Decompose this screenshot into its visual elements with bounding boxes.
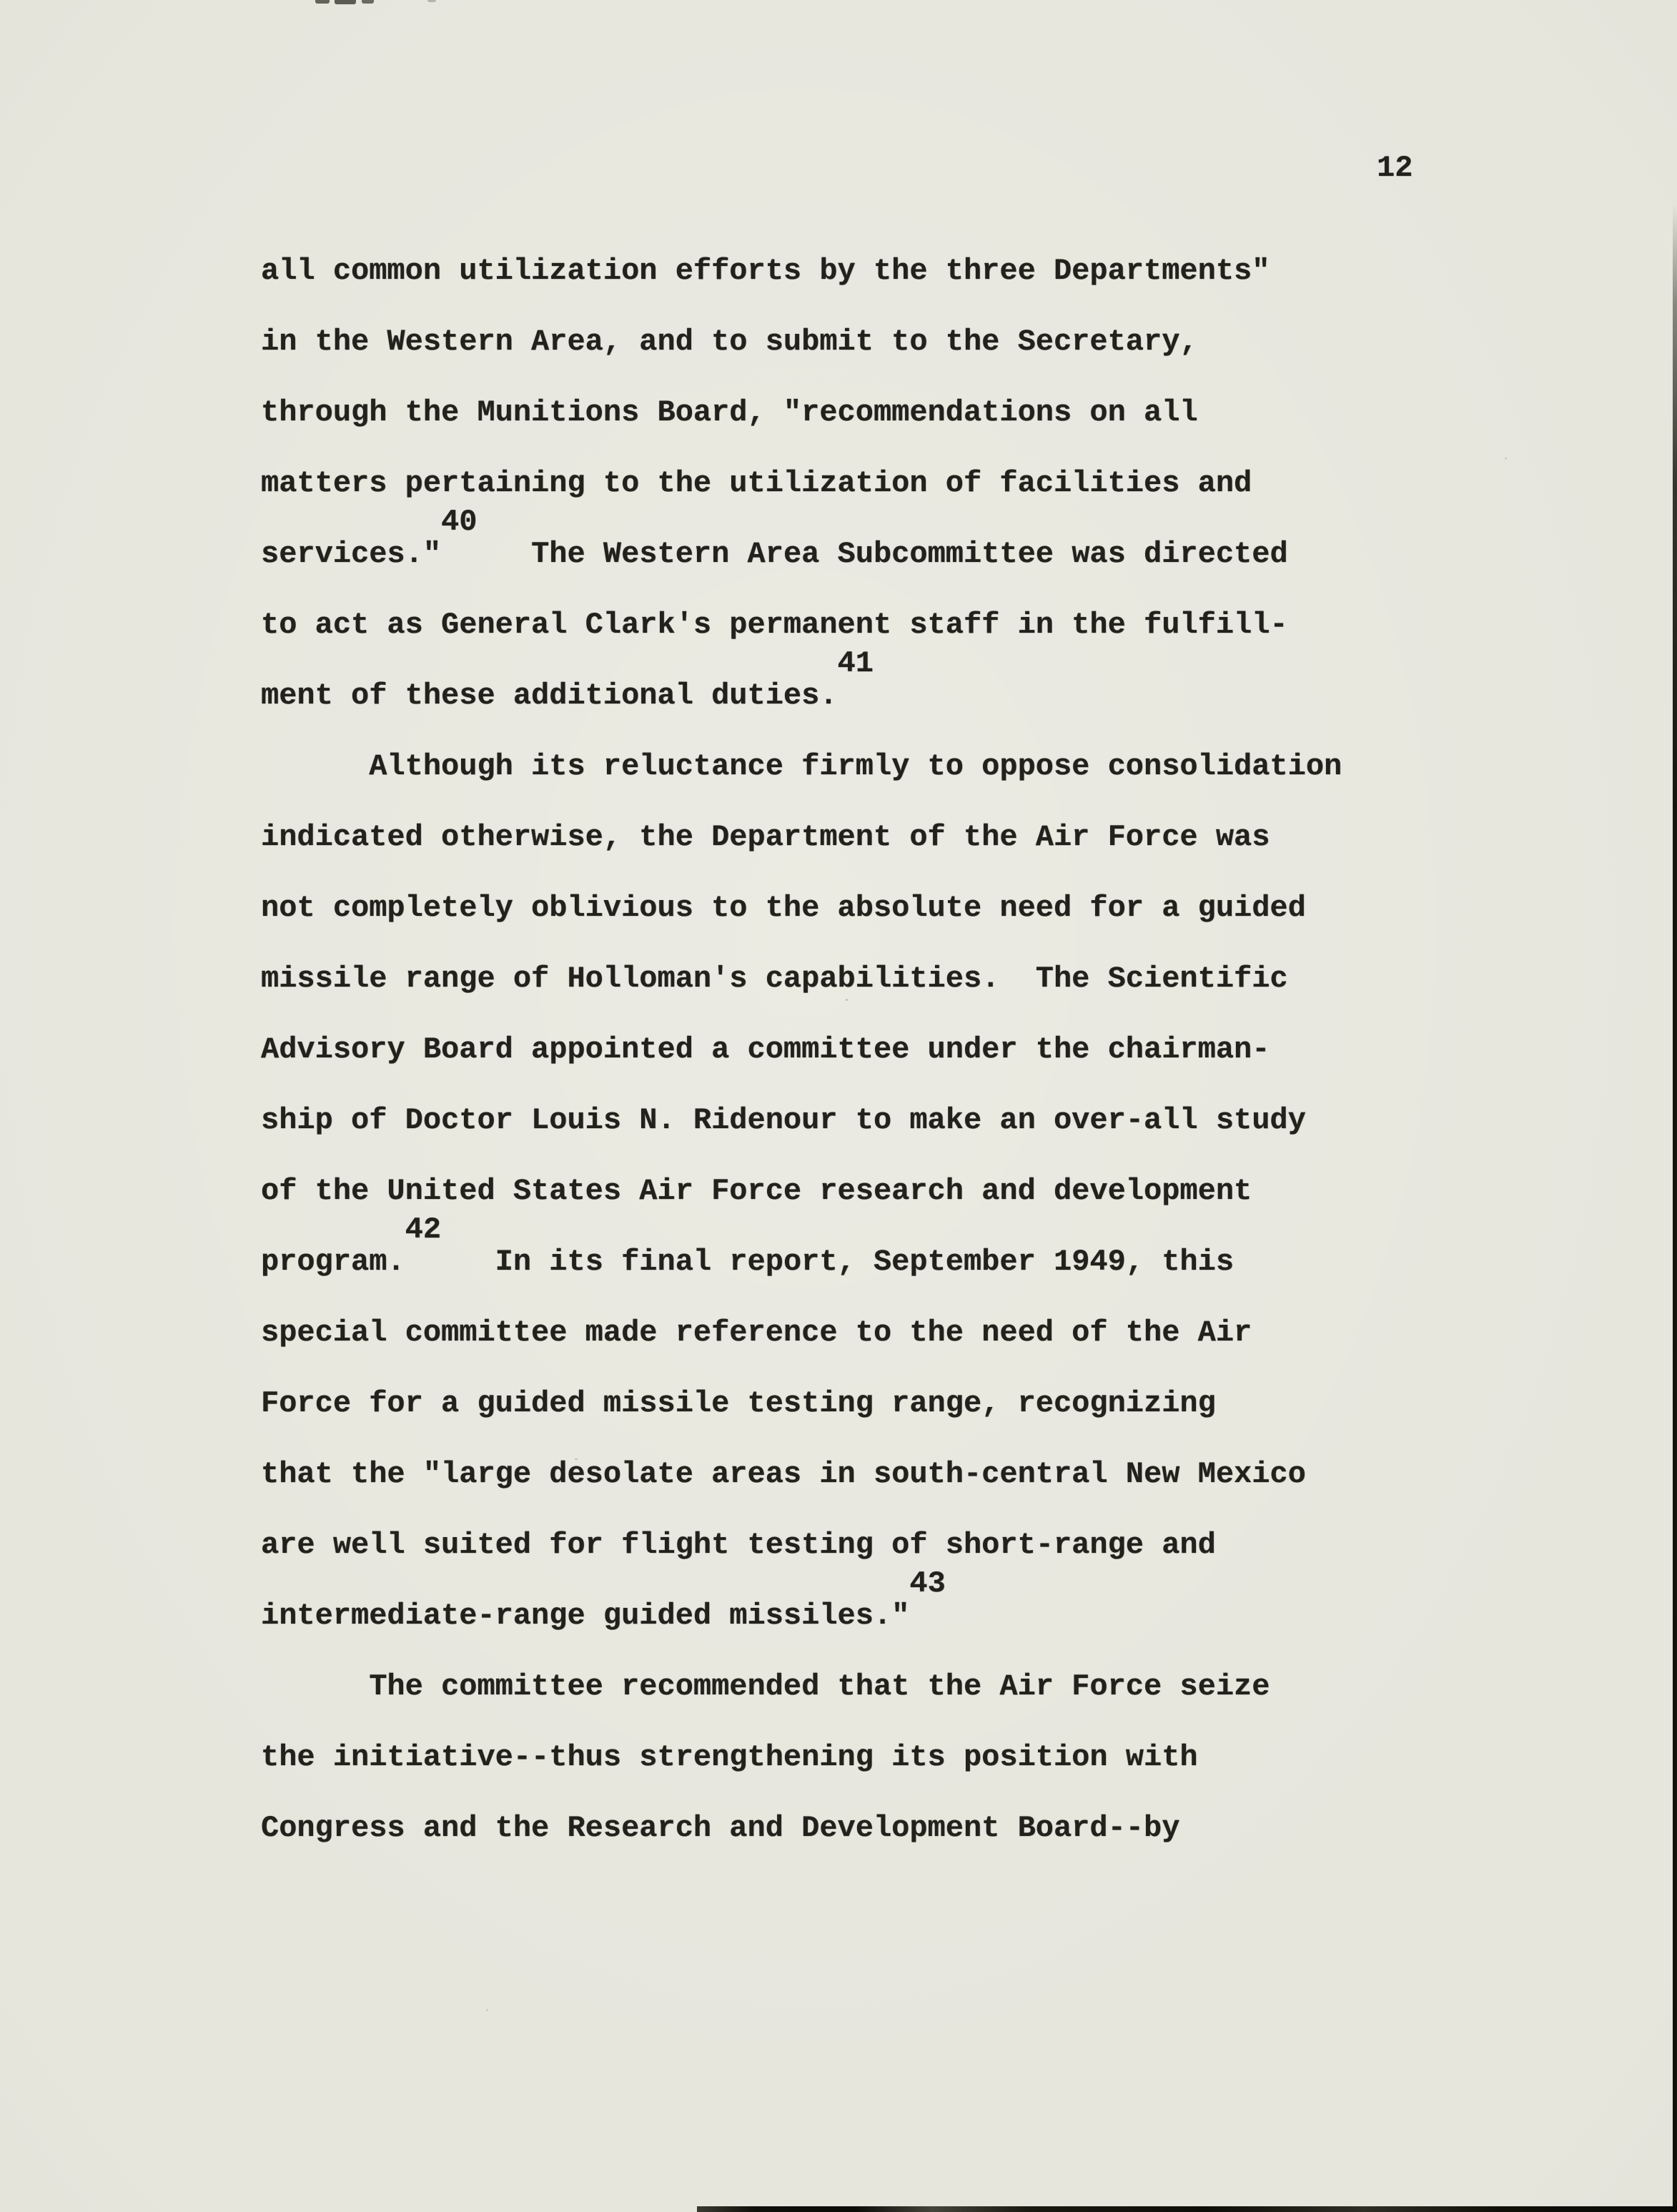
footnote-ref: 41 xyxy=(837,646,874,681)
page-number: 12 xyxy=(1377,151,1413,185)
text-line xyxy=(261,1085,1342,1156)
text-segment: are well suited for flight testing of short-range and xyxy=(261,1528,1216,1562)
text-segment: intermediate-range guided missiles." xyxy=(261,1599,910,1633)
text-segment: In its final report, September 1949, this xyxy=(441,1245,1235,1279)
text-segment: through the Munitions Board, "recommendations on all xyxy=(261,395,1198,430)
text-segment: ment of these additional duties. xyxy=(261,678,838,713)
text-segment: not completely oblivious to the absolute need for a guided xyxy=(261,891,1306,925)
footnote-ref: 43 xyxy=(909,1566,946,1601)
scan-artifact-top-smudge xyxy=(427,0,436,2)
text-line xyxy=(261,1439,1342,1510)
text-line xyxy=(261,1722,1342,1793)
scan-artifact-top-smudge xyxy=(315,0,330,4)
scan-artifact-speck xyxy=(575,1458,578,1460)
text-segment: ship of Doctor Louis N. Ridenour to make an over-all study xyxy=(261,1103,1306,1137)
text-segment: indicated otherwise, the Department of the Air Force was xyxy=(261,820,1270,854)
text-line xyxy=(261,873,1342,944)
text-line xyxy=(261,1510,1342,1581)
text-line xyxy=(261,236,1342,307)
text-segment: Advisory Board appointed a committee under the chairman- xyxy=(261,1032,1270,1067)
text-segment: to act as General Clark's permanent staff in the fulfill- xyxy=(261,608,1288,642)
text-segment: the initiative--thus strengthening its position with xyxy=(261,1740,1198,1774)
text-segment: matters pertaining to the utilization of facilities and xyxy=(261,466,1252,500)
text-segment: missile range of Holloman's capabilities. The Scientific xyxy=(261,962,1288,996)
text-segment: Although its reluctance firmly to oppose consolidation xyxy=(261,749,1342,784)
text-line xyxy=(261,448,1342,519)
text-segment: that the "large desolate areas in south-central New Mexico xyxy=(261,1457,1306,1491)
text-line xyxy=(261,1213,1342,1298)
footnote-ref: 42 xyxy=(405,1213,442,1247)
text-segment: Force for a guided missile testing range, recognizing xyxy=(261,1386,1216,1421)
scan-artifact-top-smudge xyxy=(362,0,374,4)
text-line xyxy=(261,944,1342,1014)
text-line xyxy=(261,646,1342,731)
text-line xyxy=(261,377,1342,448)
text-line xyxy=(261,1298,1342,1368)
text-line xyxy=(261,505,1342,590)
scan-artifact-speck xyxy=(846,999,848,1001)
scan-artifact-speck xyxy=(1505,458,1507,460)
text-line xyxy=(261,1566,1342,1651)
scan-artifact-bottom-edge-shadow xyxy=(697,2206,1677,2212)
text-segment: all common utilization efforts by the three Departments" xyxy=(261,254,1270,288)
scan-artifact-speck xyxy=(486,2009,488,2011)
text-line xyxy=(261,1793,1342,1864)
text-line xyxy=(261,1014,1342,1085)
text-line xyxy=(261,1651,1342,1722)
text-line xyxy=(261,731,1342,802)
text-segment: in the Western Area, and to submit to the Secretary, xyxy=(261,325,1198,359)
text-segment: The committee recommended that the Air Force seize xyxy=(261,1669,1270,1704)
scan-artifact-top-smudge xyxy=(335,0,356,4)
footnote-ref: 40 xyxy=(441,505,478,539)
text-segment: special committee made reference to the need of the Air xyxy=(261,1315,1252,1350)
text-line xyxy=(261,802,1342,873)
text-line xyxy=(261,590,1342,661)
text-segment: services." xyxy=(261,537,442,571)
typewritten-text-block xyxy=(261,236,1342,1864)
text-segment: Congress and the Research and Development Board--by xyxy=(261,1811,1180,1845)
text-line xyxy=(261,307,1342,377)
text-line xyxy=(261,1368,1342,1439)
text-segment: program. xyxy=(261,1245,405,1279)
text-segment: The Western Area Subcommittee was directed xyxy=(477,537,1288,571)
text-segment: of the United States Air Force research and development xyxy=(261,1174,1252,1208)
scan-artifact-right-edge-shadow xyxy=(1673,204,1677,2212)
